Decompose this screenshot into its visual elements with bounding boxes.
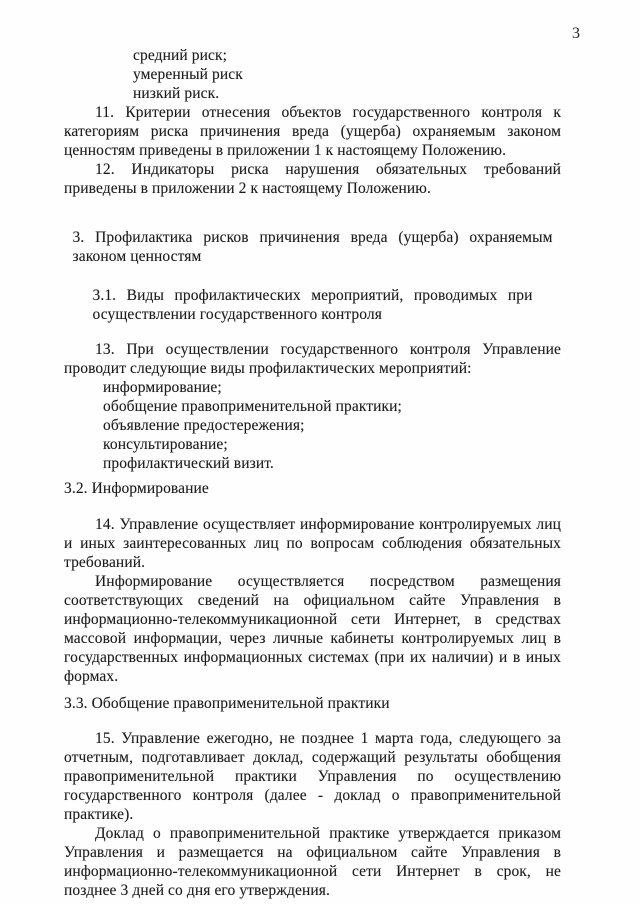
paragraph-item-14-continued: Информирование осуществляется посредством размещения соответствующих сведений на официальном сайте Управления в информационно-телекоммуникационной сети Интернет, в средствах массовой информации, через личные кабинеты контролируемых лиц в государственных информационных системах (при их наличии) и в иных формах. [64, 573, 561, 685]
page-number: 3 [572, 25, 580, 42]
measure-item: информирование; [103, 379, 222, 396]
paragraph-item-13: 13. При осуществлении государственного контроля Управление проводит следующие виды профилактических мероприятий: [64, 341, 561, 377]
document-content [64, 46, 561, 900]
risk-levels-list [133, 46, 561, 103]
paragraph-item-15-continued: Доклад о правоприменительной практике утверждается приказом Управления и размещается на официальном сайте Управления в информационно-телекоммуникационной сети Интернет в срок, не позднее 3 дней со дня его утверждения. [64, 825, 561, 899]
section-3-3-heading: 3.3. Обобщение правоприменительной практики [64, 695, 390, 712]
paragraph-item-14: 14. Управление осуществляет информирование контролируемых лиц и иных заинтересованных лиц по вопросам соблюдения обязательных требований. [64, 516, 561, 571]
section-3-heading: 3. Профилактика рисков причинения вреда (ущерба) охраняемым законом ценностям [72, 229, 553, 265]
section-3-1-heading: 3.1. Виды профилактических мероприятий, проводимых при осуществлении государственного контроля [92, 287, 533, 323]
measure-item: консультирование; [103, 436, 228, 453]
risk-level-item: низкий риск. [133, 85, 220, 102]
measure-item: обобщение правоприменительной практики; [103, 398, 402, 415]
risk-level-item: средний риск; [133, 47, 228, 64]
preventive-measures-list [103, 378, 561, 473]
measure-item: объявление предостережения; [103, 417, 305, 434]
risk-level-item: умеренный риск [133, 66, 243, 83]
paragraph-item-11: 11. Критерии отнесения объектов государственного контроля к категориям риска причинения вреда (ущерба) охраняемым законом ценностям приведены в приложении 1 к настоящему Положению. [64, 104, 561, 159]
paragraph-item-15: 15. Управление ежегодно, не позднее 1 марта года, следующего за отчетным, подготавливает доклад, содержащий результаты обобщения правоприменительной практики Управления по осуществлению государственного контроля (далее - доклад о правоприменительной практике). [64, 730, 561, 823]
paragraph-item-12: 12. Индикаторы риска нарушения обязательных требований приведены в приложении 2 к настоящему Положению. [64, 161, 561, 197]
measure-item: профилактический визит. [103, 455, 274, 472]
section-3-2-heading: 3.2. Информирование [64, 480, 209, 497]
